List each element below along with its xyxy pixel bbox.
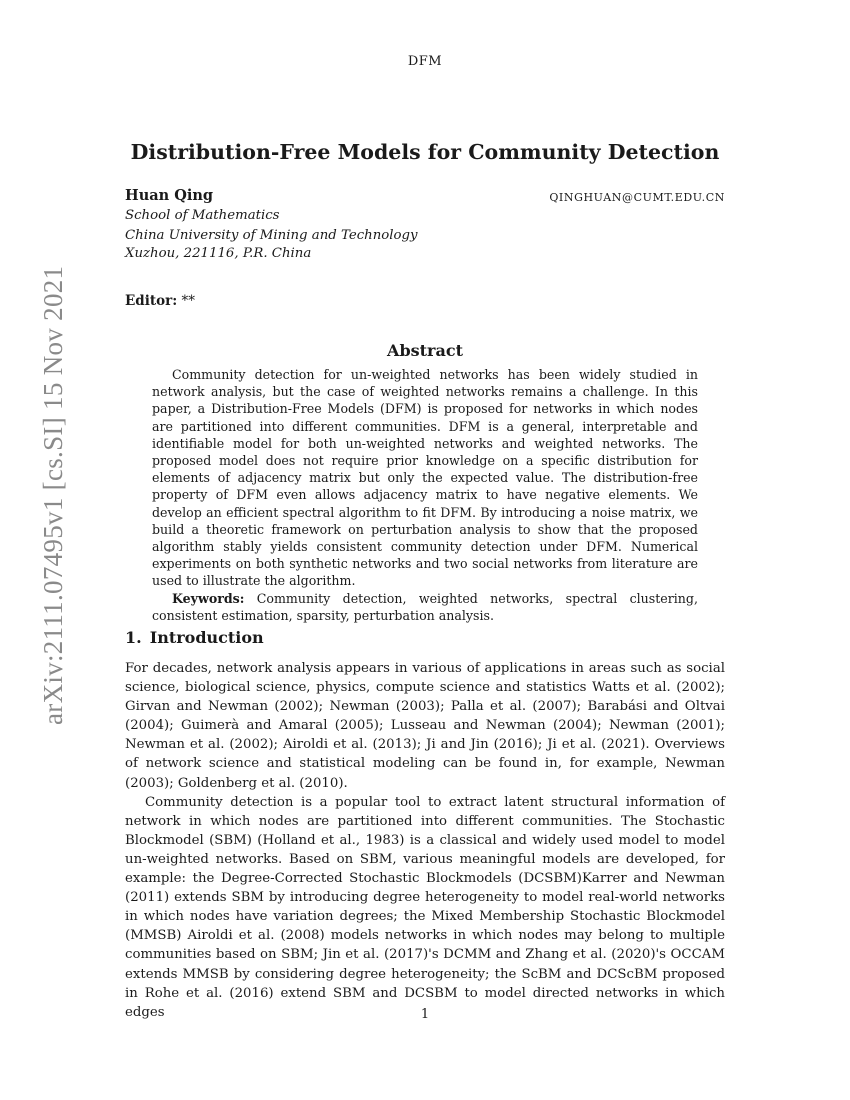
editor-value: ** (181, 293, 195, 309)
editor-line (125, 293, 195, 309)
running-head: DFM (407, 54, 443, 69)
paragraph: Community detection is a popular tool to extract latent structural information of network in which nodes are partitioned into different communities. The Stochastic Blockmodel (SBM) (Holland et al., 1983) is a classical and widely used model to model un-weighted networks. Based on SBM, various meaningful models are developed, for example: the Degree-Corrected Stochastic Blockmodels (DCSBM)Karrer and Newman (2011) extends SBM by introducing degree heterogeneity to model real-world networks in which nodes have variation degrees; the Mixed Membership Stochastic Blockmodel (MMSB) Airoldi et al. (2008) models networks in which nodes may belong to multiple communities based on SBM; Jin et al. (2017)'s DCMM and Zhang et al. (2020)'s OCCAM extends MMSB by considering degree heterogeneity; the ScBM and DCScBM proposed in Rohe et al. (2016) extend SBM and DCSBM to model directed networks in which edges (125, 794, 725, 1020)
page-number: 1 (420, 1007, 430, 1022)
abstract-body (152, 366, 698, 624)
section-body (125, 659, 725, 1022)
section-heading (125, 628, 264, 647)
abstract-heading: Abstract (387, 341, 463, 360)
paragraph: For decades, network analysis appears in various of applications in areas such as social science, biological science, physics, compute science and statistics Watts et al. (2002); Girvan and Newman (2002); Newman (2003); Palla et al. (2007); Barabási and Oltvai (2004); Guimerà and Amaral (2005); Lusseau and Newman (2004); Newman (2001); Newman et al. (2002); Airoldi et al. (2013); Ji and Jin (2016); Ji et al. (2021). Overviews of network science and statistical modeling can be found in, for example, Newman (2003); Goldenberg et al. (2010). (125, 661, 725, 791)
abstract-text: Community detection for un-weighted networks has been widely studied in network analysis, but the case of weighted networks remains a challenge. In this paper, a Distribution-Free Models (DFM) is proposed for networks in which nodes are partitioned into different communities. DFM is a general, interpretable and identifiable model for both un-weighted networks and weighted networks. The proposed model does not require prior knowledge on a specific distribution for elements of adjacency matrix but only the expected value. The distribution-free property of DFM even allows adjacency matrix to have negative elements. We develop an efficient spectral algorithm to fit DFM. By introducing a noise matrix, we build a theoretic framework on perturbation analysis to show that the proposed algorithm stably yields consistent community detection under DFM. Numerical experiments on both synthetic networks and two social networks from literature are used to illustrate the algorithm. (152, 367, 698, 589)
keywords-label: Keywords: (172, 590, 245, 606)
paper-title: Distribution-Free Models for Community Detection (130, 140, 720, 164)
affiliation-line: China University of Mining and Technology (125, 228, 418, 243)
author-email: QINGHUAN@CUMT.EDU.CN (549, 191, 725, 204)
arxiv-stamp: arXiv:2111.07495v1 [cs.SI] 15 Nov 2021 (38, 265, 68, 725)
section-title: Introduction (149, 628, 264, 647)
editor-label: Editor: (125, 293, 178, 309)
affiliation-line: School of Mathematics (125, 208, 280, 223)
section-number: 1. (125, 628, 142, 647)
author-name: Huan Qing (125, 187, 214, 204)
affiliation-line: Xuzhou, 221116, P.R. China (125, 246, 312, 261)
keywords-line (152, 590, 698, 624)
keywords-text: Community detection, weighted networks, spectral clustering, consistent estimation, sparsity, perturbation analysis. (152, 590, 698, 623)
